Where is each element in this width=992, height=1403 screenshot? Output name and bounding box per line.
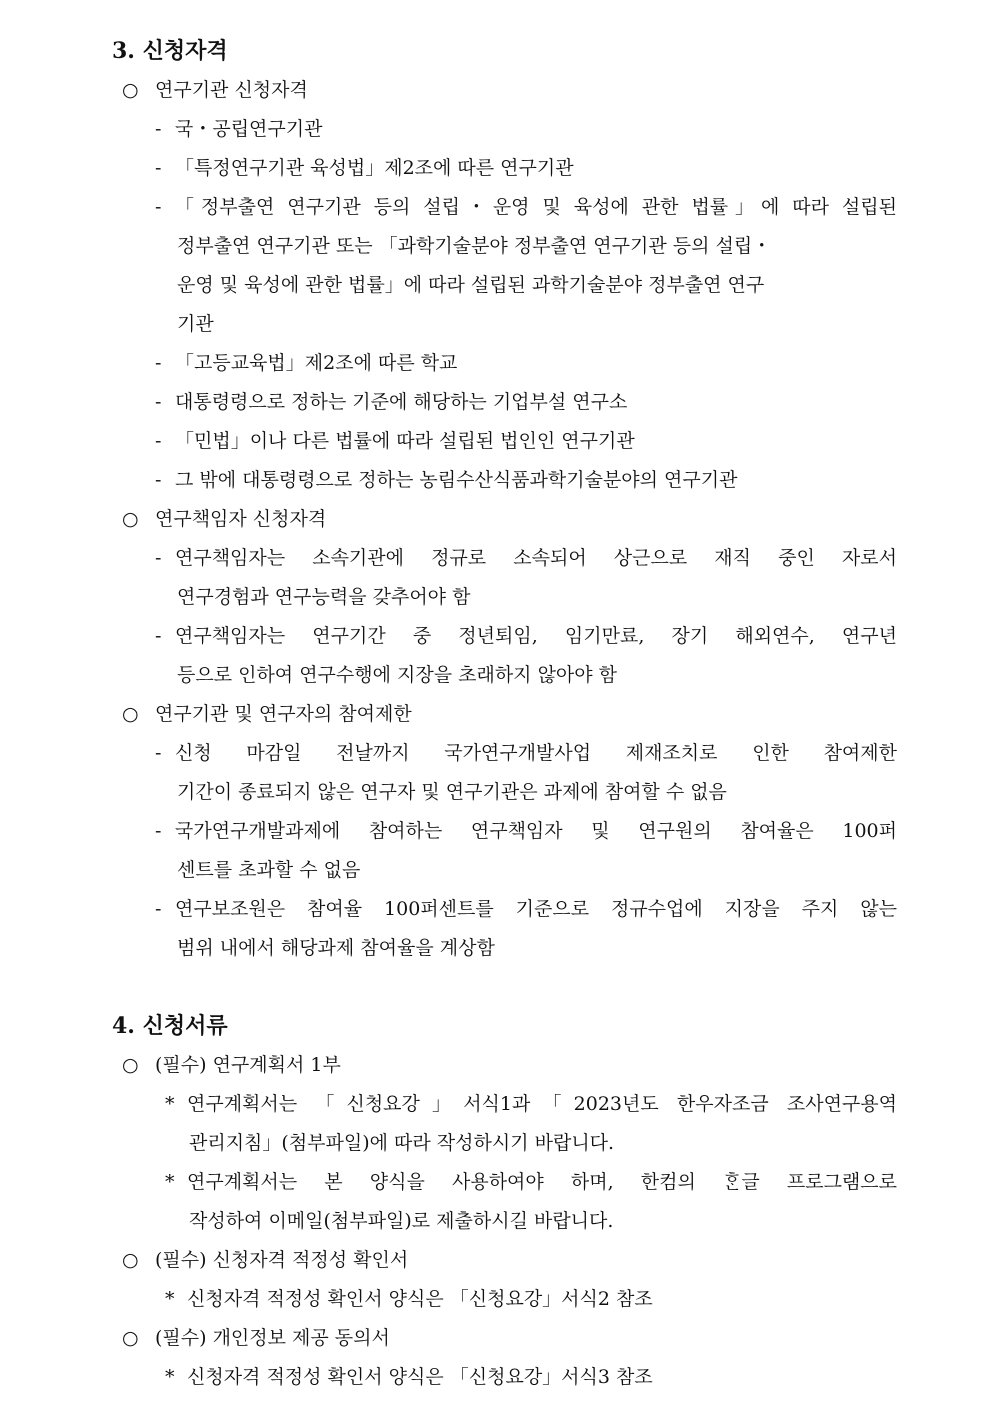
- criteria-group: [0, 1046, 992, 1241]
- dash-bullet-icon: -: [155, 430, 162, 452]
- list-item-text: 연구경험과 연구능력을 갖추어야 함: [177, 586, 471, 608]
- list-item-line: [155, 461, 897, 500]
- group-title: (필수) 연구계획서 1부: [155, 1054, 341, 1076]
- list-item: [0, 1163, 992, 1241]
- list-item-text: 기관: [177, 313, 214, 335]
- circle-bullet-icon: ○: [122, 1249, 139, 1271]
- list-item-line: [155, 734, 897, 773]
- list-item: [0, 188, 992, 344]
- list-item-line: [155, 344, 897, 383]
- asterisk-bullet-icon: *: [165, 1288, 175, 1310]
- dash-bullet-icon: -: [155, 196, 162, 218]
- list-item-text: 관리지침」(첨부파일)에 따라 작성하시기 바랍니다.: [189, 1132, 615, 1154]
- circle-bullet-icon: ○: [122, 79, 139, 101]
- list-item-line: [155, 188, 897, 227]
- list-item-line: [155, 656, 897, 695]
- dash-bullet-icon: -: [155, 157, 162, 179]
- dash-bullet-icon: -: [155, 547, 162, 569]
- list-item: [0, 383, 992, 422]
- list-item-line: [155, 851, 897, 890]
- list-item-text: 신청자격 적정성 확인서 양식은 「신청요강」서식3 참조: [187, 1366, 653, 1388]
- group-title-line: [0, 500, 992, 539]
- list-item-text: 국・공립연구기관: [175, 118, 323, 140]
- dash-bullet-icon: -: [155, 118, 162, 140]
- section-heading: 3. 신청자격: [112, 38, 228, 64]
- dash-bullet-icon: -: [155, 352, 162, 374]
- list-item-text: 연구책임자는 소속기관에 정규로 소속되어 상근으로 재직 중인 자로서: [175, 547, 897, 569]
- criteria-group: [0, 1241, 992, 1319]
- criteria-group: [0, 500, 992, 695]
- list-item-line: [155, 539, 897, 578]
- list-item-text: 신청 마감일 전날까지 국가연구개발사업 제재조치로 인한 참여제한: [175, 742, 897, 764]
- document-section: [0, 31, 992, 968]
- list-item-text: 작성하여 이메일(첨부파일)로 제출하시길 바랍니다.: [189, 1210, 614, 1232]
- list-item-text: 국가연구개발과제에 참여하는 연구책임자 및 연구원의 참여율은 100퍼: [175, 820, 897, 842]
- list-item: [0, 1280, 992, 1319]
- list-item-text: 기간이 종료되지 않은 연구자 및 연구기관은 과제에 참여할 수 없음: [177, 781, 727, 803]
- list-item-line: [165, 1124, 897, 1163]
- list-item-line: [155, 227, 897, 266]
- list-item-text: 「민법」이나 다른 법률에 따라 설립된 법인인 연구기관: [175, 430, 635, 452]
- list-item-line: [155, 305, 897, 344]
- section-heading: 4. 신청서류: [112, 1013, 228, 1039]
- list-item: [0, 1085, 992, 1163]
- list-item-text: 신청자격 적정성 확인서 양식은 「신청요강」서식2 참조: [187, 1288, 653, 1310]
- circle-bullet-icon: ○: [122, 1327, 139, 1349]
- circle-bullet-icon: ○: [122, 1054, 139, 1076]
- dash-bullet-icon: -: [155, 469, 162, 491]
- list-item-line: [155, 929, 897, 968]
- group-title: (필수) 신청자격 적정성 확인서: [155, 1249, 409, 1271]
- dash-bullet-icon: -: [155, 391, 162, 413]
- criteria-group: [0, 695, 992, 968]
- list-item-text: 그 밖에 대통령령으로 정하는 농림수산식품과학기술분야의 연구기관: [175, 469, 738, 491]
- list-item-text: 「정부출연 연구기관 등의 설립・운영 및 육성에 관한 법률」에 따라 설립된: [175, 196, 897, 218]
- group-title: (필수) 개인정보 제공 동의서: [155, 1327, 390, 1349]
- group-title-line: [0, 695, 992, 734]
- list-item: [0, 149, 992, 188]
- list-item-line: [165, 1163, 897, 1202]
- list-item-line: [155, 773, 897, 812]
- list-item-text: 연구계획서는 본 양식을 사용하여야 하며, 한컴의 ᄒᆞᆫ글 프로그램으로: [187, 1171, 897, 1193]
- list-item-line: [155, 617, 897, 656]
- list-item: [0, 1358, 992, 1397]
- list-item-text: 연구계획서는 「신청요강」서식1과「2023년도 한우자조금 조사연구용역: [187, 1093, 897, 1115]
- list-item-line: [155, 266, 897, 305]
- list-item-line: [155, 110, 897, 149]
- list-item-text: 범위 내에서 해당과제 참여율을 계상함: [177, 937, 495, 959]
- list-item: [0, 734, 992, 812]
- list-item-line: [155, 578, 897, 617]
- list-item-line: [165, 1085, 897, 1124]
- asterisk-bullet-icon: *: [165, 1366, 175, 1388]
- list-item-text: 센트를 초과할 수 없음: [177, 859, 361, 881]
- list-item-line: [165, 1358, 897, 1397]
- list-item: [0, 812, 992, 890]
- circle-bullet-icon: ○: [122, 508, 139, 530]
- dash-bullet-icon: -: [155, 898, 162, 920]
- list-item: [0, 890, 992, 968]
- group-title-line: [0, 1241, 992, 1280]
- criteria-group: [0, 71, 992, 500]
- asterisk-bullet-icon: *: [165, 1093, 175, 1115]
- list-item: [0, 617, 992, 695]
- document-page: [0, 31, 992, 1397]
- list-item-text: 대통령령으로 정하는 기준에 해당하는 기업부설 연구소: [175, 391, 628, 413]
- dash-bullet-icon: -: [155, 625, 162, 647]
- list-item-line: [165, 1202, 897, 1241]
- dash-bullet-icon: -: [155, 742, 162, 764]
- list-item-line: [155, 149, 897, 188]
- group-title-line: [0, 1319, 992, 1358]
- list-item-text: 연구보조원은 참여율 100퍼센트를 기준으로 정규수업에 지장을 주지 않는: [175, 898, 897, 920]
- list-item: [0, 461, 992, 500]
- list-item-line: [155, 383, 897, 422]
- list-item-line: [155, 812, 897, 851]
- list-item-text: 「특정연구기관 육성법」제2조에 따른 연구기관: [175, 157, 574, 179]
- group-title-line: [0, 71, 992, 110]
- list-item: [0, 344, 992, 383]
- group-title: 연구책임자 신청자격: [155, 508, 327, 530]
- list-item: [0, 422, 992, 461]
- circle-bullet-icon: ○: [122, 703, 139, 725]
- list-item-text: 등으로 인하여 연구수행에 지장을 초래하지 않아야 함: [177, 664, 618, 686]
- criteria-group: [0, 1319, 992, 1397]
- list-item: [0, 539, 992, 617]
- list-item-text: 정부출연 연구기관 또는 「과학기술분야 정부출연 연구기관 등의 설립・: [177, 235, 772, 257]
- list-item-line: [165, 1280, 897, 1319]
- list-item-text: 「고등교육법」제2조에 따른 학교: [175, 352, 458, 374]
- dash-bullet-icon: -: [155, 820, 162, 842]
- list-item-line: [155, 890, 897, 929]
- group-title: 연구기관 및 연구자의 참여제한: [155, 703, 412, 725]
- group-title: 연구기관 신청자격: [155, 79, 308, 101]
- list-item-text: 운영 및 육성에 관한 법률」에 따라 설립된 과학기술분야 정부출연 연구: [177, 274, 765, 296]
- list-item-text: 연구책임자는 연구기간 중 정년퇴임, 임기만료, 장기 해외연수, 연구년: [175, 625, 897, 647]
- list-item-line: [155, 422, 897, 461]
- asterisk-bullet-icon: *: [165, 1171, 175, 1193]
- group-title-line: [0, 1046, 992, 1085]
- list-item: [0, 110, 992, 149]
- document-section: [0, 1006, 992, 1397]
